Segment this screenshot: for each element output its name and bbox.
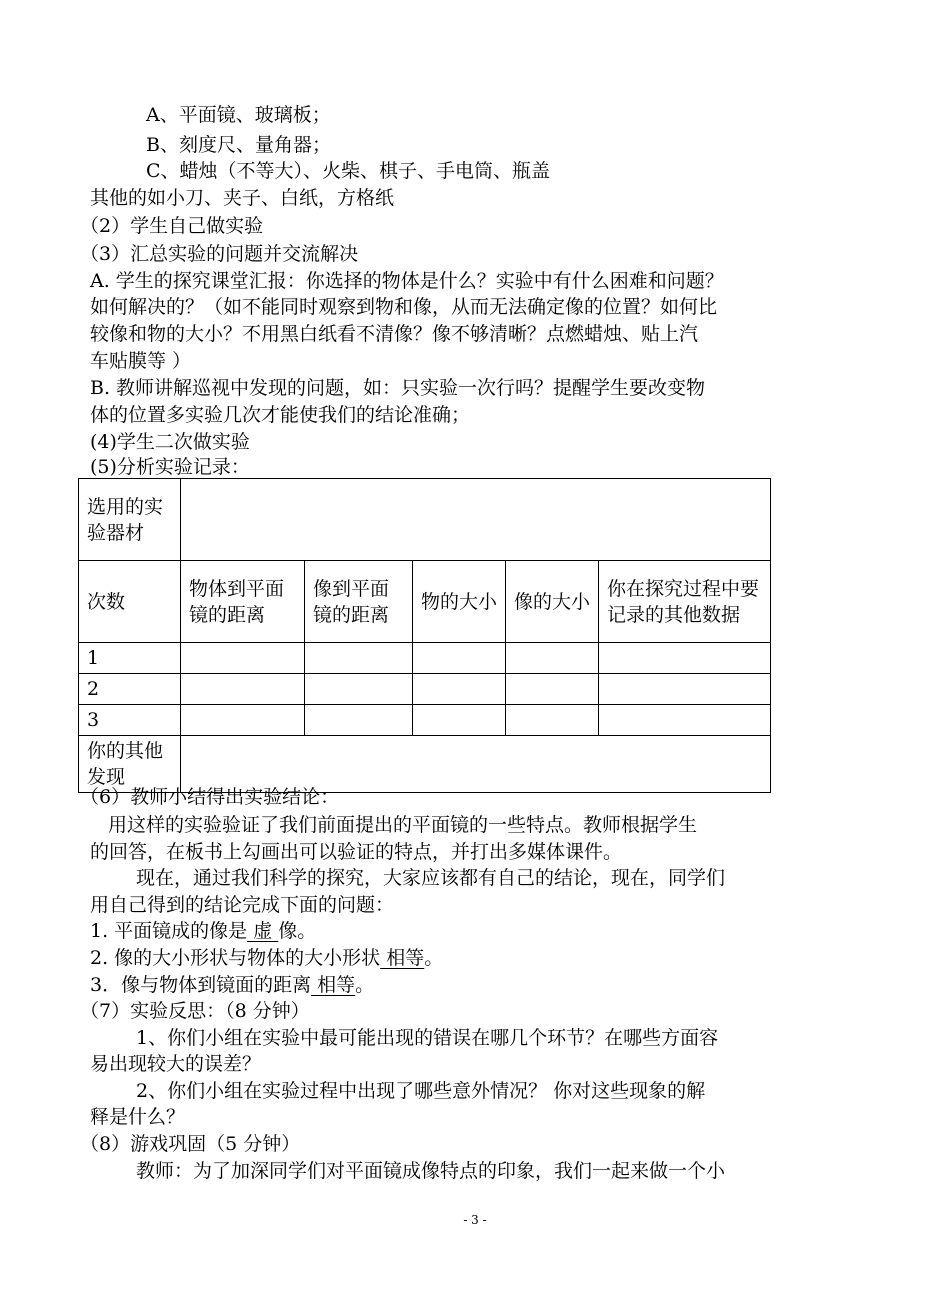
table-cell[interactable] <box>599 674 771 705</box>
table-cell[interactable] <box>599 705 771 736</box>
table-cell[interactable] <box>506 643 599 674</box>
table-row <box>79 643 771 674</box>
step-4: (4)学生二次做实验 <box>90 431 250 453</box>
table-cell[interactable] <box>181 643 305 674</box>
question-3-suffix: 。 <box>355 974 375 996</box>
header-object-size: 物的大小 <box>413 561 506 643</box>
reflect-1-line-1: 1、你们小组在实验中最可能出现的错误在哪几个环节？在哪些方面容 <box>136 1027 719 1049</box>
summary-2-line-2: 用自己得到的结论完成下面的问题： <box>90 894 395 916</box>
question-1 <box>90 917 316 945</box>
step-6: （6）教师小结得出实验结论： <box>80 786 340 808</box>
table-cell[interactable] <box>305 643 413 674</box>
table-cell[interactable] <box>413 705 506 736</box>
equipment-cell[interactable] <box>181 479 771 561</box>
header-trial: 次数 <box>79 561 181 643</box>
table-cell[interactable] <box>506 674 599 705</box>
step-8: （8）游戏巩固（5 分钟） <box>80 1133 301 1155</box>
table-cell[interactable] <box>181 705 305 736</box>
trial-number: 3 <box>79 705 181 736</box>
material-b: B、刻度尺、量角器； <box>146 134 331 156</box>
question-3-prefix: 3．像与物体到镜面的距离 <box>90 974 312 996</box>
report-b-line-1: B. 教师讲解巡视中发现的问题，如：只实验一次行吗？提醒学生要改变物 <box>90 377 706 399</box>
question-2 <box>90 944 443 972</box>
header-object-distance: 物体到平面镜的距离 <box>181 561 305 643</box>
header-image-distance: 像到平面镜的距离 <box>305 561 413 643</box>
table-cell[interactable] <box>413 674 506 705</box>
experiment-record-table <box>78 478 771 793</box>
table-cell[interactable] <box>181 674 305 705</box>
question-2-answer: 相等 <box>380 947 425 969</box>
equipment-label: 选用的实验器材 <box>79 479 181 561</box>
step-5: (5)分析实验记录： <box>90 456 250 478</box>
report-a-line-4: 车贴膜等 ） <box>90 350 192 372</box>
question-1-suffix: 像。 <box>278 920 317 942</box>
table-cell[interactable] <box>506 705 599 736</box>
table-cell[interactable] <box>413 643 506 674</box>
question-1-prefix: 1. 平面镜成的像是 <box>90 920 248 942</box>
report-a-line-3: 较像和物的大小？不用黑白纸看不清像？像不够清晰？点燃蜡烛、贴上汽 <box>90 323 699 345</box>
material-a: A、平面镜、玻璃板； <box>146 104 331 126</box>
page-number: - 3 - <box>463 1213 487 1227</box>
material-other: 其他的如小刀、夹子、白纸，方格纸 <box>90 187 395 209</box>
trial-number: 2 <box>79 674 181 705</box>
summary-2-line-1: 现在，通过我们科学的探究，大家应该都有自己的结论，现在，同学们 <box>136 867 726 889</box>
header-image-size: 像的大小 <box>506 561 599 643</box>
table-row <box>79 674 771 705</box>
step-3: （3）汇总实验的问题并交流解决 <box>80 243 359 265</box>
table-cell[interactable] <box>305 705 413 736</box>
question-1-answer: 虚 <box>247 920 279 942</box>
reflect-1-line-2: 易出现较大的误差？ <box>90 1053 262 1075</box>
question-2-suffix: 。 <box>424 947 444 969</box>
question-3-answer: 相等 <box>311 974 356 996</box>
summary-1-line-1: 用这样的实验验证了我们前面提出的平面镜的一些特点。教师根据学生 <box>108 814 698 836</box>
reflect-2-line-1: 2、你们小组在实验过程中出现了哪些意外情况？ 你对这些现象的解 <box>136 1080 706 1102</box>
question-2-prefix: 2. 像的大小形状与物体的大小形状 <box>90 947 381 969</box>
reflect-2-line-2: 释是什么？ <box>90 1106 186 1128</box>
findings-label: 你的其他发现 <box>79 736 181 793</box>
trial-number: 1 <box>79 643 181 674</box>
step-7: （7）实验反思：（8 分钟） <box>80 1000 310 1022</box>
step-2: （2）学生自己做实验 <box>80 215 264 237</box>
material-c: C、蜡烛（不等大）、火柴、棋子、手电筒、瓶盖 <box>146 160 551 182</box>
table-cell[interactable] <box>599 643 771 674</box>
report-b-line-2: 体的位置多实验几次才能使我们的结论准确； <box>90 404 471 426</box>
summary-1-line-2: 的回答，在板书上勾画出可以验证的特点，并打出多媒体课件。 <box>90 841 623 863</box>
table-cell[interactable] <box>305 674 413 705</box>
header-other-data: 你在探究过程中要记录的其他数据 <box>599 561 771 643</box>
question-3 <box>90 971 374 999</box>
game-line: 教师：为了加深同学们对平面镜成像特点的印象，我们一起来做一个小 <box>136 1160 726 1182</box>
report-a-line-1: A. 学生的探究课堂汇报：你选择的物体是什么？实验中有什么困难和问题？ <box>90 270 724 292</box>
table-row <box>79 705 771 736</box>
report-a-line-2: 如何解决的？（如不能同时观察到物和像，从而无法确定像的位置？如何比 <box>90 296 718 318</box>
